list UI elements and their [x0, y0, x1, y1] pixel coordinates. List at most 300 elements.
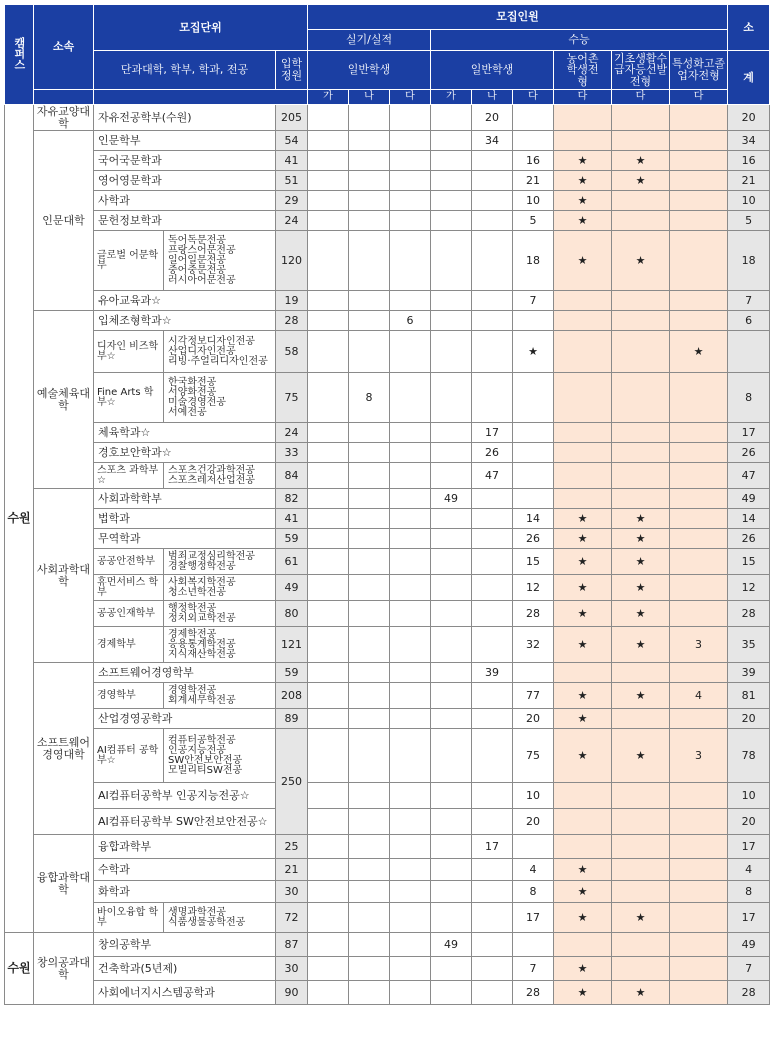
- count-cell-p-ga: [308, 311, 349, 331]
- count-cell-p-ga: [308, 601, 349, 627]
- count-cell-p-na: [349, 859, 390, 881]
- total-cell: 26: [728, 529, 770, 549]
- unit-name-cell: 인문학부: [94, 131, 276, 151]
- header-subtotal-bottom: 계: [728, 51, 770, 105]
- major-name: 정치외교학전공: [168, 612, 236, 624]
- capacity-cell: 33: [276, 443, 308, 463]
- capacity-cell: 120: [276, 231, 308, 291]
- total-cell: 49: [728, 933, 770, 957]
- farm-cell: ★: [554, 709, 612, 729]
- count-cell-s-da: [513, 463, 554, 489]
- count-cell-s-da: 12: [513, 575, 554, 601]
- farm-cell: [554, 809, 612, 835]
- count-cell-s-na: 26: [472, 443, 513, 463]
- farm-cell: [554, 105, 612, 131]
- major-name: 시각정보디자인전공: [168, 335, 255, 347]
- count-cell-p-ga: [308, 463, 349, 489]
- farm-cell: [554, 311, 612, 331]
- special-cell: [670, 903, 728, 933]
- unit-name-cell: AI컴퓨터공학부 SW안전보안전공☆: [94, 809, 276, 835]
- header-p-ga: 가: [308, 90, 349, 105]
- count-cell-s-ga: 49: [431, 489, 472, 509]
- majors-cell: [164, 729, 276, 783]
- unit-name-cell: 자유전공학부(수원): [94, 105, 276, 131]
- total-cell: [728, 331, 770, 373]
- capacity-cell: 41: [276, 151, 308, 171]
- count-cell-s-da: [513, 443, 554, 463]
- majors-cell: [164, 463, 276, 489]
- majors-cell: [164, 549, 276, 575]
- table-row: [5, 859, 770, 881]
- total-cell: 20: [728, 809, 770, 835]
- admission-table: [4, 4, 770, 1005]
- table-row: [5, 729, 770, 783]
- majors-cell: [164, 575, 276, 601]
- farm-cell: [554, 783, 612, 809]
- count-cell-s-da: [513, 489, 554, 509]
- count-cell-p-da: [390, 331, 431, 373]
- special-cell: [670, 373, 728, 423]
- farm-cell: [554, 663, 612, 683]
- count-cell-s-na: [472, 683, 513, 709]
- count-cell-p-na: [349, 549, 390, 575]
- basic-cell: [612, 373, 670, 423]
- capacity-cell: 87: [276, 933, 308, 957]
- special-cell: [670, 709, 728, 729]
- count-cell-s-na: 39: [472, 663, 513, 683]
- farm-cell: ★: [554, 627, 612, 663]
- unit-name-cell: 입체조형학과☆: [94, 311, 276, 331]
- count-cell-p-da: 6: [390, 311, 431, 331]
- count-cell-s-na: [472, 729, 513, 783]
- count-cell-s-na: [472, 933, 513, 957]
- count-cell-s-na: [472, 575, 513, 601]
- special-cell: [670, 981, 728, 1005]
- farm-cell: ★: [554, 211, 612, 231]
- header-s-da: 다: [513, 90, 554, 105]
- special-cell: [670, 529, 728, 549]
- special-cell: [670, 933, 728, 957]
- special-cell: [670, 443, 728, 463]
- total-cell: 47: [728, 463, 770, 489]
- total-cell: 4: [728, 859, 770, 881]
- basic-cell: [612, 859, 670, 881]
- basic-cell: ★: [612, 683, 670, 709]
- major-name: 경영학전공: [168, 684, 217, 696]
- basic-cell: [612, 709, 670, 729]
- count-cell-s-na: [472, 809, 513, 835]
- count-cell-p-ga: [308, 171, 349, 191]
- count-cell-s-na: 20: [472, 105, 513, 131]
- unit-name-cell: [94, 231, 164, 291]
- count-cell-p-da: [390, 191, 431, 211]
- special-cell: [670, 575, 728, 601]
- count-cell-p-da: [390, 231, 431, 291]
- special-cell: [670, 509, 728, 529]
- capacity-cell: 59: [276, 529, 308, 549]
- count-cell-s-ga: 49: [431, 933, 472, 957]
- farm-cell: ★: [554, 171, 612, 191]
- total-cell: 21: [728, 171, 770, 191]
- count-cell-s-da: [513, 105, 554, 131]
- count-cell-p-na: [349, 933, 390, 957]
- count-cell-p-ga: [308, 443, 349, 463]
- count-cell-s-ga: [431, 549, 472, 575]
- count-cell-s-da: 15: [513, 549, 554, 575]
- header-suneung: 수능: [431, 30, 728, 51]
- table-row: [5, 981, 770, 1005]
- major-name: 경찰행정학전공: [168, 560, 236, 572]
- unit-name-cell: 소프트웨어경영학부: [94, 663, 276, 683]
- total-cell: 78: [728, 729, 770, 783]
- table-row: [5, 489, 770, 509]
- table-row: [5, 957, 770, 981]
- unit-name-cell: [94, 575, 164, 601]
- count-cell-s-ga: [431, 463, 472, 489]
- table-row: [5, 933, 770, 957]
- count-cell-s-da: 32: [513, 627, 554, 663]
- farm-cell: [554, 423, 612, 443]
- major-name: 중어중문전공: [168, 264, 226, 276]
- total-cell: 8: [728, 881, 770, 903]
- capacity-cell: 29: [276, 191, 308, 211]
- count-cell-s-ga: [431, 627, 472, 663]
- count-cell-s-na: [472, 529, 513, 549]
- table-row: [5, 549, 770, 575]
- count-cell-p-na: [349, 231, 390, 291]
- count-cell-p-da: [390, 709, 431, 729]
- total-cell: 28: [728, 601, 770, 627]
- count-cell-s-na: 47: [472, 463, 513, 489]
- count-cell-p-ga: [308, 709, 349, 729]
- count-cell-p-da: [390, 509, 431, 529]
- count-cell-p-da: [390, 291, 431, 311]
- count-cell-p-ga: [308, 729, 349, 783]
- count-cell-s-ga: [431, 373, 472, 423]
- unit-name: 글로벌 어문학부: [97, 249, 159, 271]
- table-row: [5, 903, 770, 933]
- major-name: 스포츠레저산업전공: [168, 474, 255, 486]
- special-cell: [670, 311, 728, 331]
- special-cell: [670, 809, 728, 835]
- capacity-cell: 19: [276, 291, 308, 311]
- capacity-cell: 89: [276, 709, 308, 729]
- header-practical-general: 일반학생: [308, 51, 431, 90]
- total-cell: 7: [728, 957, 770, 981]
- count-cell-p-na: [349, 171, 390, 191]
- table-row: [5, 463, 770, 489]
- special-cell: [670, 489, 728, 509]
- farm-cell: ★: [554, 191, 612, 211]
- total-cell: 39: [728, 663, 770, 683]
- header-unit: 모집단위: [94, 5, 308, 51]
- count-cell-s-da: [513, 835, 554, 859]
- count-cell-s-ga: [431, 859, 472, 881]
- major-name: 프랑스어문전공: [168, 244, 236, 256]
- total-cell: 10: [728, 191, 770, 211]
- count-cell-s-da: 17: [513, 903, 554, 933]
- capacity-cell: 59: [276, 663, 308, 683]
- college-cell: [34, 311, 94, 489]
- count-cell-s-da: 20: [513, 709, 554, 729]
- count-cell-p-na: [349, 729, 390, 783]
- special-cell: [670, 663, 728, 683]
- basic-cell: ★: [612, 981, 670, 1005]
- basic-cell: [612, 105, 670, 131]
- header-s-na: 나: [472, 90, 513, 105]
- count-cell-p-ga: [308, 809, 349, 835]
- table-row: [5, 211, 770, 231]
- major-name: 서양화전공: [168, 386, 217, 398]
- unit-name: 경영학부: [97, 689, 136, 701]
- table-row: [5, 171, 770, 191]
- unit-name-cell: 무역학과: [94, 529, 276, 549]
- farm-cell: [554, 443, 612, 463]
- count-cell-s-ga: [431, 509, 472, 529]
- count-cell-s-da: 20: [513, 809, 554, 835]
- count-cell-p-na: [349, 835, 390, 859]
- table-row: [5, 231, 770, 291]
- count-cell-p-da: [390, 835, 431, 859]
- campus-cell: 수원: [5, 105, 34, 933]
- college-cell: [34, 489, 94, 663]
- count-cell-p-ga: [308, 683, 349, 709]
- count-cell-p-da: [390, 729, 431, 783]
- count-cell-s-na: [472, 291, 513, 311]
- count-cell-s-ga: [431, 809, 472, 835]
- special-cell: [670, 131, 728, 151]
- capacity-cell: 25: [276, 835, 308, 859]
- count-cell-s-da: [513, 423, 554, 443]
- basic-cell: ★: [612, 171, 670, 191]
- count-cell-p-da: [390, 171, 431, 191]
- basic-cell: [612, 957, 670, 981]
- count-cell-s-da: [513, 131, 554, 151]
- header-basic: 기초생활수급자등선발전형: [612, 51, 670, 90]
- major-name: 사회복지학전공: [168, 576, 236, 588]
- unit-name-cell: [94, 463, 164, 489]
- count-cell-s-na: [472, 881, 513, 903]
- basic-cell: [612, 933, 670, 957]
- count-cell-p-na: [349, 783, 390, 809]
- count-cell-p-na: [349, 601, 390, 627]
- count-cell-p-na: [349, 311, 390, 331]
- unit-name-cell: 산업경영공학과: [94, 709, 276, 729]
- farm-cell: [554, 291, 612, 311]
- count-cell-p-na: [349, 529, 390, 549]
- header-suneung-general: 일반학생: [431, 51, 554, 90]
- count-cell-p-da: [390, 575, 431, 601]
- special-cell: [670, 859, 728, 881]
- count-cell-s-na: [472, 373, 513, 423]
- count-cell-p-ga: [308, 151, 349, 171]
- major-name: 리빙·주얼리디자인전공: [168, 355, 268, 367]
- total-cell: 49: [728, 489, 770, 509]
- basic-cell: ★: [612, 903, 670, 933]
- header-affiliation: 소속: [34, 5, 94, 90]
- table-row: [5, 105, 770, 131]
- count-cell-s-ga: [431, 105, 472, 131]
- count-cell-s-ga: [431, 981, 472, 1005]
- unit-name: 공공인재학부: [97, 607, 155, 619]
- count-cell-p-ga: [308, 105, 349, 131]
- count-cell-s-ga: [431, 443, 472, 463]
- count-cell-s-ga: [431, 529, 472, 549]
- college-label: 창의공과대학: [36, 955, 91, 981]
- count-cell-p-na: [349, 463, 390, 489]
- unit-name-cell: 화학과: [94, 881, 276, 903]
- count-cell-s-da: [513, 373, 554, 423]
- count-cell-s-ga: [431, 683, 472, 709]
- basic-cell: [612, 783, 670, 809]
- count-cell-p-na: [349, 575, 390, 601]
- capacity-cell: 121: [276, 627, 308, 663]
- major-name: 러시아어문전공: [168, 274, 236, 286]
- college-cell: [34, 105, 94, 131]
- count-cell-p-da: [390, 463, 431, 489]
- total-cell: 17: [728, 835, 770, 859]
- count-cell-p-na: [349, 211, 390, 231]
- count-cell-p-da: [390, 601, 431, 627]
- special-cell: [670, 231, 728, 291]
- count-cell-s-da: 5: [513, 211, 554, 231]
- farm-cell: ★: [554, 957, 612, 981]
- farm-cell: ★: [554, 231, 612, 291]
- count-cell-p-na: [349, 489, 390, 509]
- unit-name-cell: 융합과학부: [94, 835, 276, 859]
- unit-name-cell: 사회과학학부: [94, 489, 276, 509]
- count-cell-p-na: [349, 663, 390, 683]
- major-name: 식품생물공학전공: [168, 916, 246, 928]
- capacity-cell: 80: [276, 601, 308, 627]
- count-cell-p-da: [390, 683, 431, 709]
- table-row: [5, 575, 770, 601]
- campus-cell: 수원: [5, 933, 34, 1005]
- count-cell-p-na: [349, 151, 390, 171]
- count-cell-s-ga: [431, 903, 472, 933]
- unit-name-cell: 국어국문학과: [94, 151, 276, 171]
- major-name: 산업디자인전공: [168, 345, 236, 357]
- count-cell-s-da: 7: [513, 291, 554, 311]
- table-row: [5, 835, 770, 859]
- unit-name-cell: 창의공학부: [94, 933, 276, 957]
- capacity-cell: 49: [276, 575, 308, 601]
- basic-cell: [612, 131, 670, 151]
- count-cell-p-na: [349, 291, 390, 311]
- college-cell: [34, 835, 94, 933]
- basic-cell: ★: [612, 231, 670, 291]
- special-cell: [670, 549, 728, 575]
- basic-cell: ★: [612, 627, 670, 663]
- count-cell-s-na: [472, 211, 513, 231]
- count-cell-s-na: [472, 231, 513, 291]
- total-cell: 7: [728, 291, 770, 311]
- capacity-cell: 30: [276, 881, 308, 903]
- special-cell: 4: [670, 683, 728, 709]
- capacity-cell: 30: [276, 957, 308, 981]
- special-cell: [670, 957, 728, 981]
- unit-name: 스포츠 과학부☆: [97, 464, 159, 486]
- special-cell: [670, 291, 728, 311]
- basic-cell: [612, 443, 670, 463]
- count-cell-p-na: [349, 443, 390, 463]
- basic-cell: [612, 331, 670, 373]
- farm-cell: ★: [554, 529, 612, 549]
- capacity-cell: 28: [276, 311, 308, 331]
- farm-cell: ★: [554, 859, 612, 881]
- special-cell: [670, 171, 728, 191]
- table-header: [5, 5, 770, 105]
- count-cell-p-ga: [308, 783, 349, 809]
- table-row: [5, 291, 770, 311]
- farm-cell: [554, 463, 612, 489]
- capacity-cell: 41: [276, 509, 308, 529]
- major-name: 경제학전공: [168, 628, 217, 640]
- header-farm: 농어촌학생전형: [554, 51, 612, 90]
- count-cell-s-na: [472, 957, 513, 981]
- college-cell: [34, 663, 94, 835]
- table-row: [5, 331, 770, 373]
- count-cell-s-na: [472, 509, 513, 529]
- farm-cell: ★: [554, 981, 612, 1005]
- count-cell-p-ga: [308, 423, 349, 443]
- total-cell: 15: [728, 549, 770, 575]
- count-cell-p-da: [390, 783, 431, 809]
- total-cell: 20: [728, 709, 770, 729]
- farm-cell: ★: [554, 683, 612, 709]
- unit-name-cell: 사회에너지시스템공학과: [94, 981, 276, 1005]
- major-name: 스포츠건강과학전공: [168, 464, 255, 476]
- count-cell-s-da: [513, 311, 554, 331]
- count-cell-p-da: [390, 131, 431, 151]
- college-cell: [34, 933, 94, 1005]
- count-cell-p-da: [390, 211, 431, 231]
- farm-cell: ★: [554, 575, 612, 601]
- table-row: [5, 311, 770, 331]
- unit-name-cell: [94, 683, 164, 709]
- count-cell-p-ga: [308, 835, 349, 859]
- count-cell-s-da: 16: [513, 151, 554, 171]
- capacity-cell: 54: [276, 131, 308, 151]
- capacity-cell: 75: [276, 373, 308, 423]
- special-cell: [670, 881, 728, 903]
- count-cell-p-ga: [308, 131, 349, 151]
- count-cell-s-na: [472, 903, 513, 933]
- count-cell-p-na: [349, 627, 390, 663]
- unit-name-cell: [94, 903, 164, 933]
- farm-cell: ★: [554, 509, 612, 529]
- special-cell: [670, 783, 728, 809]
- count-cell-s-da: 28: [513, 981, 554, 1005]
- count-cell-s-ga: [431, 131, 472, 151]
- header-campus: 캠퍼스: [5, 5, 34, 105]
- basic-cell: [612, 835, 670, 859]
- count-cell-p-da: [390, 373, 431, 423]
- farm-cell: ★: [554, 151, 612, 171]
- count-cell-s-ga: [431, 663, 472, 683]
- special-cell: ★: [670, 331, 728, 373]
- capacity-cell: 72: [276, 903, 308, 933]
- header-capacity: 입학정원: [276, 51, 308, 90]
- total-cell: 35: [728, 627, 770, 663]
- college-cell: [34, 131, 94, 311]
- table-row: [5, 683, 770, 709]
- farm-cell: ★: [554, 903, 612, 933]
- total-cell: 28: [728, 981, 770, 1005]
- total-cell: 81: [728, 683, 770, 709]
- majors-cell: [164, 331, 276, 373]
- capacity-cell: 90: [276, 981, 308, 1005]
